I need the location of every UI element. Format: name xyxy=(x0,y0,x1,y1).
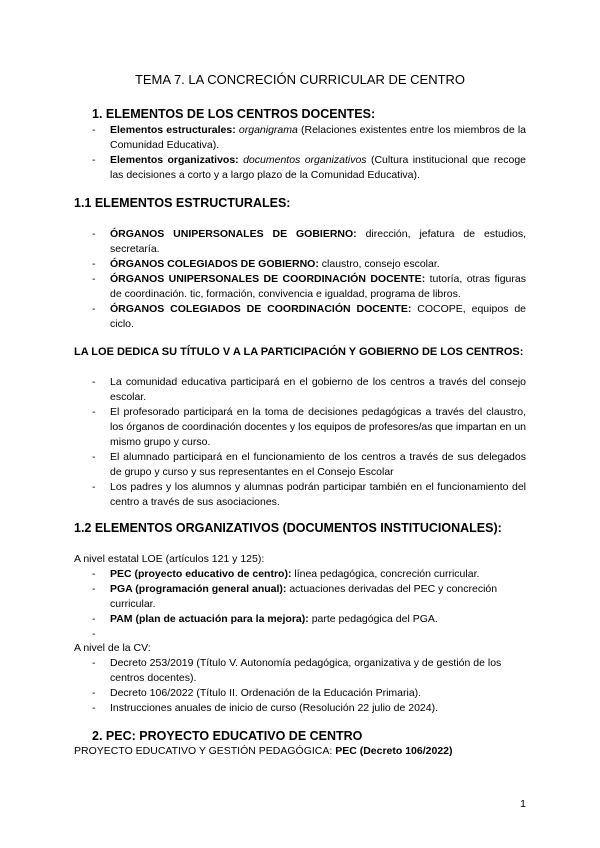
estatal-intro: A nivel estatal LOE (artículos 121 y 125): xyxy=(74,553,265,565)
item-label: PGA (programación general anual): xyxy=(110,583,287,595)
section-1-1-heading: 1.1 ELEMENTOS ESTRUCTURALES: xyxy=(74,196,291,210)
item-label: ÓRGANOS COLEGIADOS DE GOBIERNO: xyxy=(110,258,319,270)
list-item xyxy=(92,153,526,183)
list-item: - El alumnado participará en el funcionamiento de los centros a través de sus delegados de grupo y curso y sus representantes en el Consejo Escolar xyxy=(92,450,526,480)
loe-heading: LA LOE DEDICA SU TÍTULO V A LA PARTICIPACIÓN Y GOBIERNO DE LOS CENTROS: xyxy=(74,346,524,358)
item-italic: organigrama xyxy=(238,124,298,136)
loe-list xyxy=(92,375,526,510)
item-text: claustro, consejo escolar. xyxy=(321,258,440,270)
item-text: (Cultura institucional que recoge las decisiones a corto y a largo plazo de la Comunidad Educativa). xyxy=(110,154,526,181)
item-text: actuaciones derivadas del PEC y concreción curricular. xyxy=(110,583,498,610)
list-item xyxy=(92,257,526,272)
section-2-line xyxy=(74,744,453,759)
list-item xyxy=(92,627,526,642)
item-text: dirección, jefatura de estudios, secretaría. xyxy=(110,228,526,255)
list-item: - La comunidad educativa participará en el gobierno de los centros a través del consejo escolar. xyxy=(92,375,526,405)
section-2-heading: 2. PEC: PROYECTO EDUCATIVO DE CENTRO xyxy=(92,729,363,743)
estatal-list xyxy=(92,567,526,642)
section-1-heading: 1. ELEMENTOS DE LOS CENTROS DOCENTES: xyxy=(92,107,376,121)
list-item: - Instrucciones anuales de inicio de curso (Resolución 22 julio de 2024). xyxy=(92,701,526,716)
item-text: parte pedagógica del PGA. xyxy=(311,613,438,625)
item-label: ÓRGANOS UNIPERSONALES DE GOBIERNO: xyxy=(110,228,357,240)
list-item: - El profesorado participará en la toma de decisiones pedagógicas a través del claustro, los órganos de coordinación docentes y los equipos de profesores/as que impartan en un mismo grupo y curso. xyxy=(92,405,526,450)
item-label: ÓRGANOS UNIPERSONALES DE COORDINACIÓN DOCENTE: xyxy=(110,273,426,285)
item-italic: documentos organizativos xyxy=(243,154,367,166)
cv-intro: A nivel de la CV: xyxy=(74,642,151,654)
list-item xyxy=(92,302,526,332)
item-label: PAM (plan de actuación para la mejora): xyxy=(110,613,309,625)
item-text: (Relaciones existentes entre los miembros de la Comunidad Educativa). xyxy=(110,124,527,151)
list-item xyxy=(92,272,526,302)
section-1-list xyxy=(92,123,526,183)
item-label: Elementos organizativos: xyxy=(110,154,239,166)
list-item xyxy=(92,582,526,612)
section-1-2-heading: 1.2 ELEMENTOS ORGANIZATIVOS (DOCUMENTOS INSTITUCIONALES): xyxy=(74,521,502,535)
item-label: Elementos estructurales: xyxy=(110,124,236,136)
item-label: ÓRGANOS COLEGIADOS DE COORDINACIÓN DOCENTE: xyxy=(110,303,412,315)
line-plain: PROYECTO EDUCATIVO Y GESTIÓN PEDAGÓGICA: xyxy=(74,745,336,757)
list-item: - Decreto 106/2022 (Título II. Ordenación de la Educación Primaria). xyxy=(92,686,526,701)
list-item xyxy=(92,123,526,153)
page-number: 1 xyxy=(520,798,526,810)
item-text: tutoría, otras figuras de coordinación. tic, formación, convivencia e igualdad, programa de libros. xyxy=(110,273,526,300)
page-title: TEMA 7. LA CONCRECIÓN CURRICULAR DE CENTRO xyxy=(134,72,466,87)
item-label: PEC (proyecto educativo de centro): xyxy=(110,568,292,580)
item-text: línea pedagógica, concreción curricular. xyxy=(294,568,480,580)
list-item: - Decreto 253/2019 (Título V. Autonomía pedagógica, organizativa y de gestión de los centros docentes). xyxy=(92,656,526,686)
list-item: - Los padres y los alumnos y alumnas podrán participar también en el funcionamiento del centro a través de sus asociaciones. xyxy=(92,480,526,510)
list-item xyxy=(92,227,526,257)
section-1-1-list xyxy=(92,227,526,332)
list-item xyxy=(92,567,526,582)
item-text: COCOPE, equipos de ciclo. xyxy=(110,303,526,330)
cv-list xyxy=(92,656,526,716)
list-item xyxy=(92,612,526,627)
line-bold: PEC (Decreto 106/2022) xyxy=(335,745,453,757)
